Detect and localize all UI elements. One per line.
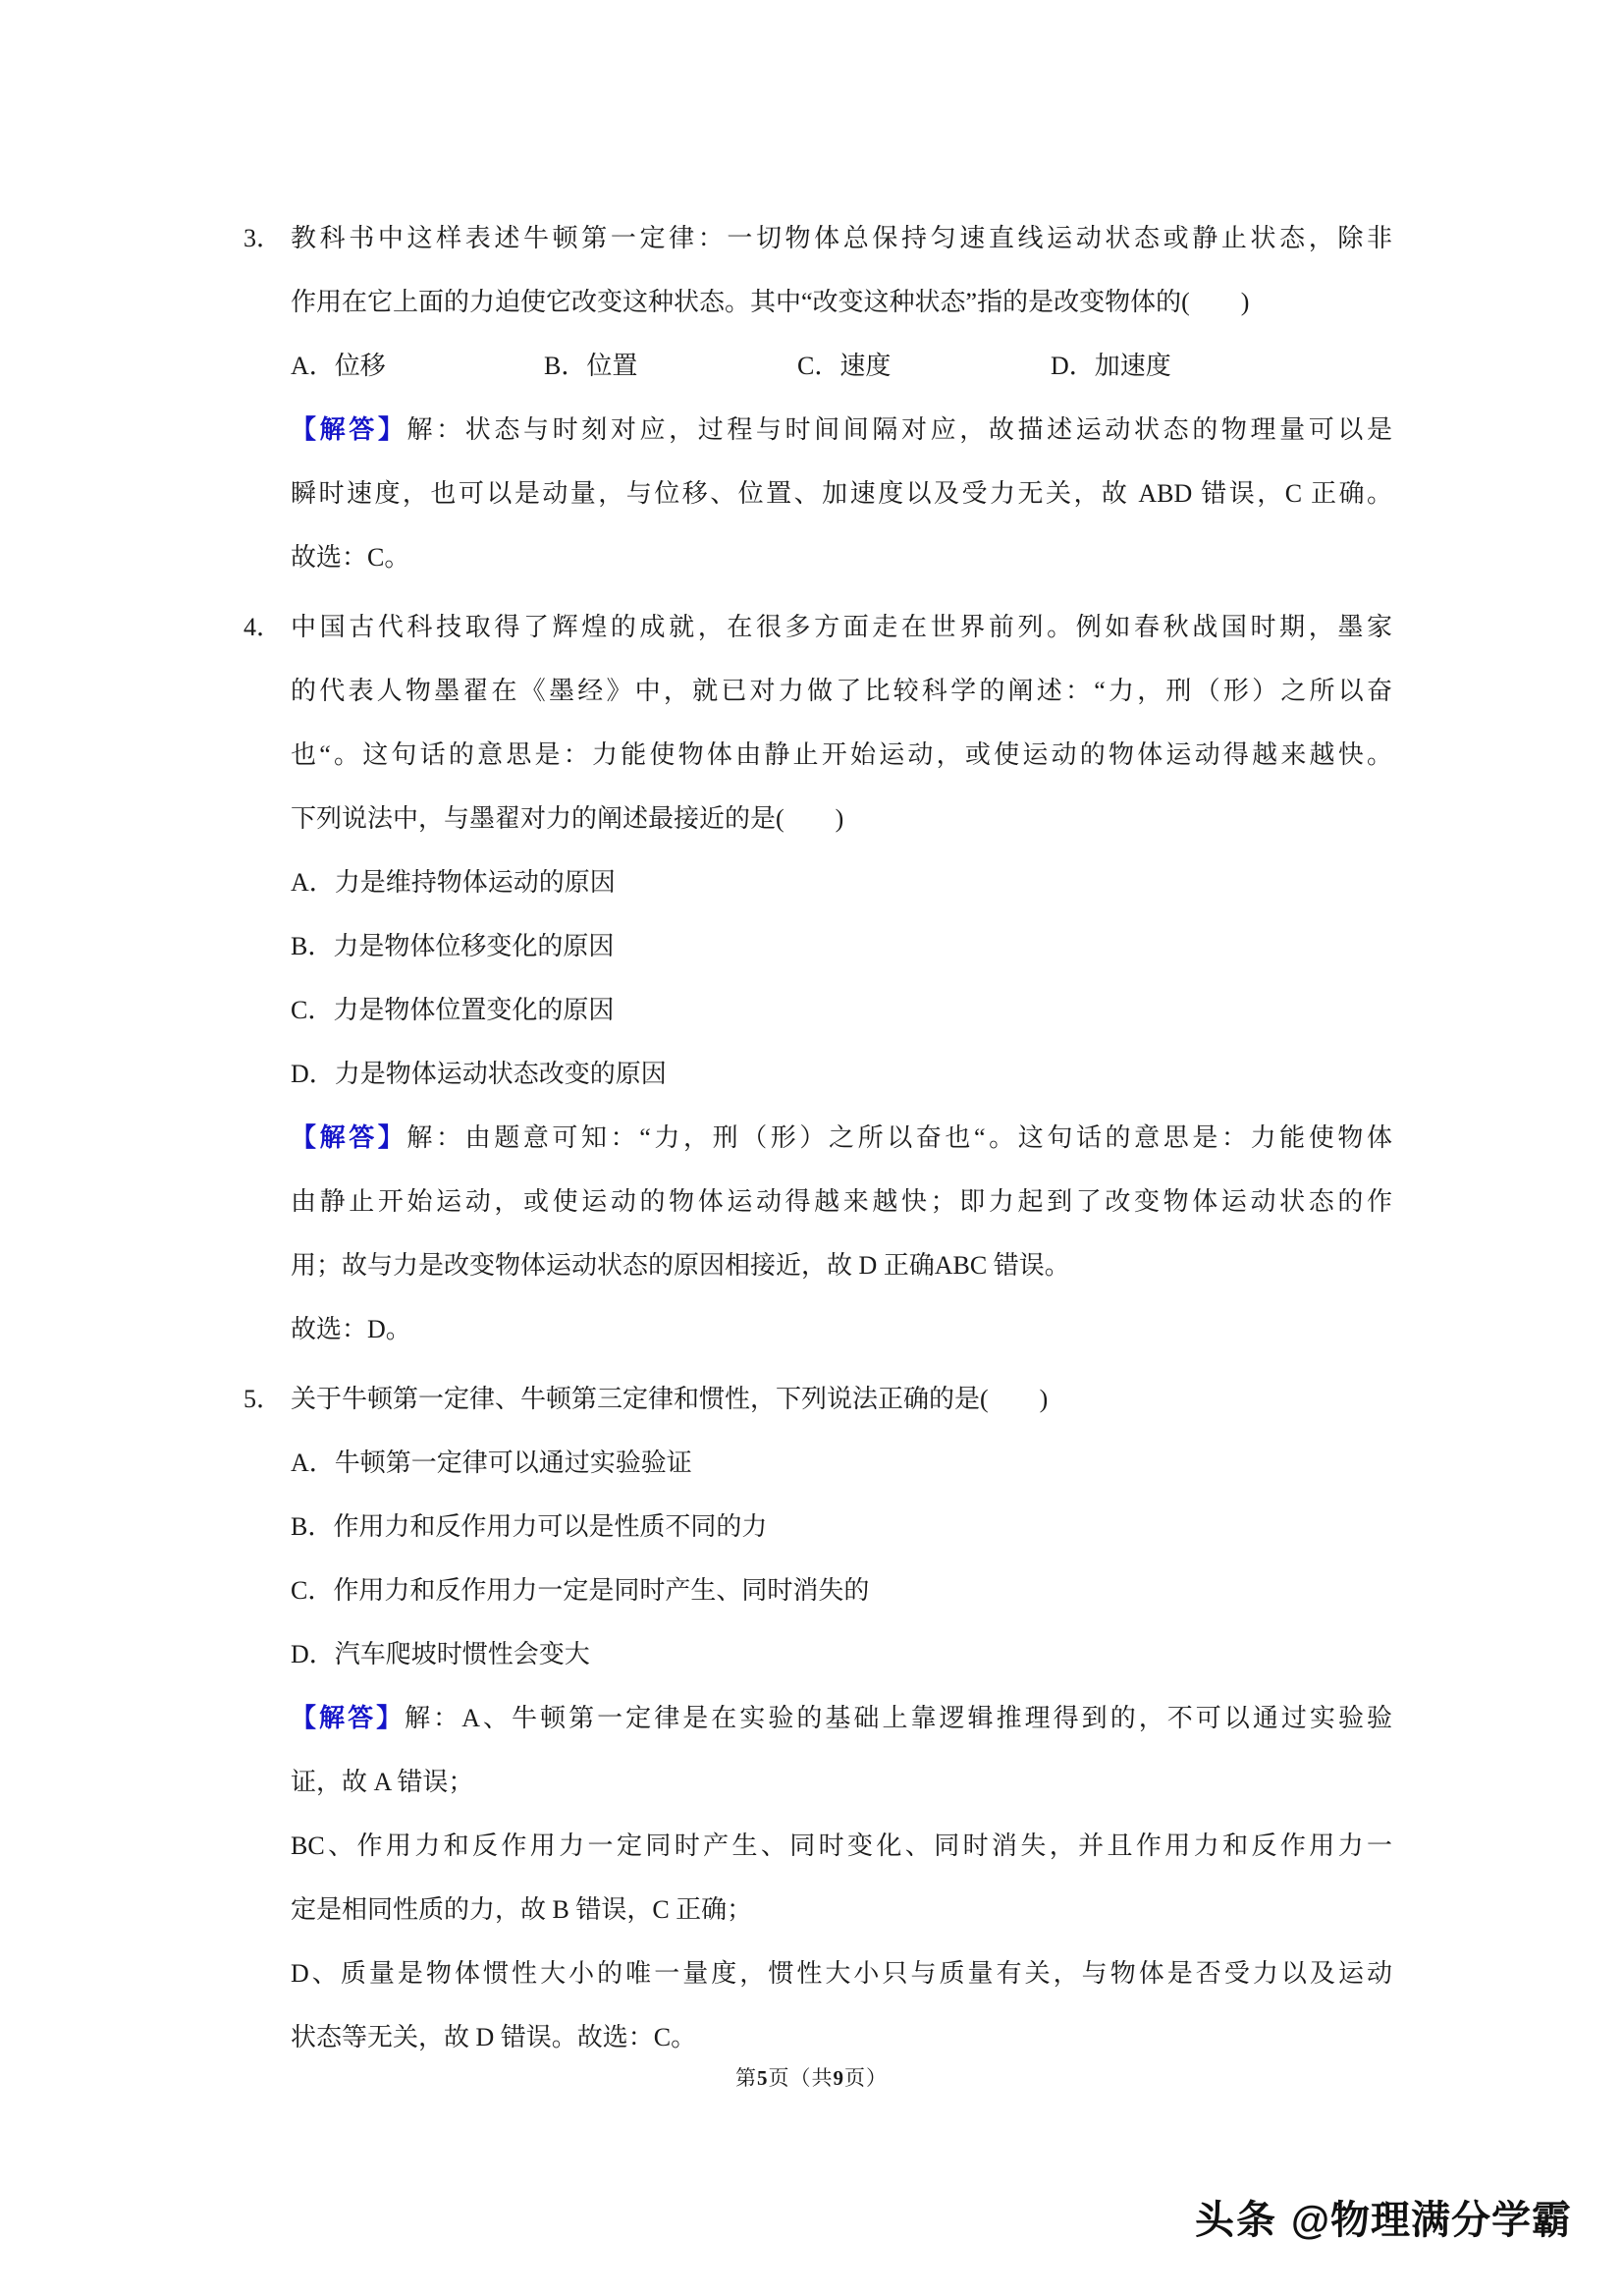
question-5-number: 5． bbox=[243, 1385, 283, 1413]
question-4 bbox=[243, 595, 1392, 1361]
question-4-solution-line-1 bbox=[243, 1106, 1392, 1170]
question-3-solution-text-1: 解：状态与时刻对应，过程与时间间隔对应，故描述运动状态的物理量可以是 bbox=[406, 415, 1392, 444]
question-3-stem-line-2: 作用在它上面的力迫使它改变这种状态。其中“改变这种状态”指的是改变物体的( ) bbox=[291, 288, 1250, 316]
question-3-solution-line-1 bbox=[243, 398, 1392, 462]
question-5-option-d[interactable]: D．汽车爬坡时惯性会变大 bbox=[291, 1640, 590, 1668]
question-5-first-line bbox=[243, 1367, 1392, 1431]
question-3-option-b[interactable]: B．位置 bbox=[544, 352, 638, 380]
question-4-stem-line-2: 的代表人物墨翟在《墨经》中，就已对力做了比较科学的阐述：“力，刑（形）之所以奋 bbox=[291, 677, 1392, 705]
question-4-option-b[interactable]: B．力是物体位移变化的原因 bbox=[291, 932, 615, 960]
page-footer-prefix: 第 bbox=[735, 2066, 757, 2090]
question-5 bbox=[243, 1367, 1392, 2069]
question-4-first-line bbox=[243, 595, 1392, 659]
question-4-stem-line-1: 中国古代科技取得了辉煌的成就，在很多方面走在世界前列。例如春秋战国时期，墨家 bbox=[291, 613, 1392, 641]
question-4-solution-line-3: 用；故与力是改变物体运动状态的原因相接近，故 D 正确ABC 错误。 bbox=[291, 1251, 1070, 1280]
question-3-number: 3． bbox=[243, 224, 283, 252]
question-5-option-b[interactable]: B．作用力和反作用力可以是性质不同的力 bbox=[291, 1512, 768, 1541]
question-5-stem-line-1: 关于牛顿第一定律、牛顿第三定律和惯性，下列说法正确的是( ) bbox=[291, 1385, 1049, 1413]
question-3-solution-line-2: 瞬时速度，也可以是动量，与位移、位置、加速度以及受力无关，故 ABD 错误，C 正确。 bbox=[291, 479, 1392, 508]
page-footer-middle: 页（共 bbox=[768, 2066, 834, 2090]
question-4-solution-line-4: 故选：D。 bbox=[291, 1315, 411, 1343]
document-body bbox=[243, 206, 1392, 2075]
question-5-solution-line-5: D、质量是物体惯性大小的唯一量度，惯性大小只与质量有关，与物体是否受力以及运动 bbox=[291, 1959, 1392, 1988]
solution-tag: 【解答】 bbox=[291, 415, 407, 444]
question-3-first-line bbox=[243, 206, 1392, 270]
question-3-option-a[interactable]: A．位移 bbox=[291, 352, 386, 380]
watermark bbox=[1195, 2189, 1572, 2245]
question-4-number: 4． bbox=[243, 613, 283, 641]
question-5-option-c[interactable]: C．作用力和反作用力一定是同时产生、同时消失的 bbox=[291, 1576, 870, 1605]
question-3-options bbox=[243, 334, 1392, 398]
question-4-stem-line-4: 下列说法中，与墨翟对力的阐述最接近的是( ) bbox=[291, 804, 844, 833]
question-4-solution-line-2: 由静止开始运动，或使运动的物体运动得越来越快；即力起到了改变物体运动状态的作 bbox=[291, 1187, 1392, 1216]
question-5-solution-text-1: 解：A、牛顿第一定律是在实验的基础上靠逻辑推理得到的，不可以通过实验验 bbox=[405, 1704, 1392, 1732]
solution-tag: 【解答】 bbox=[291, 1704, 406, 1732]
question-3 bbox=[243, 206, 1392, 589]
question-4-option-a[interactable]: A．力是维持物体运动的原因 bbox=[291, 868, 616, 897]
question-4-option-d[interactable]: D．力是物体运动状态改变的原因 bbox=[291, 1060, 667, 1088]
page-footer bbox=[0, 2062, 1623, 2092]
watermark-brand: 头条 bbox=[1194, 2199, 1277, 2242]
question-3-solution-line-3: 故选：C。 bbox=[291, 543, 410, 572]
page-footer-total: 9 bbox=[833, 2066, 844, 2090]
question-3-stem-line-1: 教科书中这样表述牛顿第一定律：一切物体总保持匀速直线运动状态或静止状态，除非 bbox=[291, 224, 1392, 252]
question-4-solution-text-1: 解：由题意可知：“力，刑（形）之所以奋也“。这句话的意思是：力能使物体 bbox=[406, 1123, 1392, 1152]
question-3-option-d[interactable]: D．加速度 bbox=[1051, 352, 1171, 380]
question-5-solution-line-1 bbox=[243, 1686, 1392, 1750]
question-4-stem-line-3: 也“。这句话的意思是：力能使物体由静止开始运动，或使运动的物体运动得越来越快。 bbox=[291, 740, 1392, 769]
question-5-solution-line-4: 定是相同性质的力，故 B 错误，C 正确； bbox=[291, 1895, 753, 1924]
question-5-solution-line-6: 状态等无关，故 D 错误。故选：C。 bbox=[291, 2023, 697, 2051]
question-5-solution-line-2: 证，故 A 错误； bbox=[291, 1768, 474, 1796]
solution-tag: 【解答】 bbox=[291, 1123, 407, 1152]
question-4-option-c[interactable]: C．力是物体位置变化的原因 bbox=[291, 996, 615, 1024]
watermark-handle: @物理满分学霸 bbox=[1290, 2199, 1572, 2242]
question-3-option-c[interactable]: C．速度 bbox=[797, 352, 892, 380]
page-footer-current: 5 bbox=[757, 2066, 769, 2090]
question-5-option-a[interactable]: A．牛顿第一定律可以通过实验验证 bbox=[291, 1449, 692, 1477]
page-footer-suffix: 页） bbox=[844, 2066, 888, 2090]
question-5-solution-line-3: BC、作用力和反作用力一定同时产生、同时变化、同时消失，并且作用力和反作用力一 bbox=[291, 1831, 1392, 1860]
